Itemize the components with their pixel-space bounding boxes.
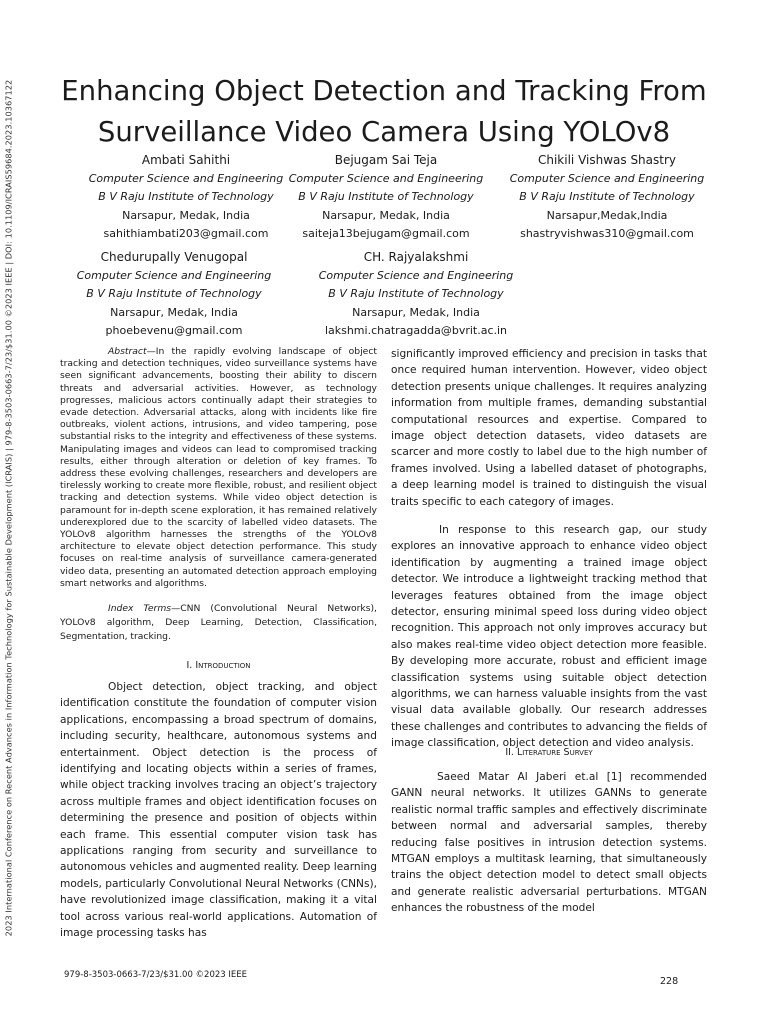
paper-title-line-1: Enhancing Object Detection and Tracking From (61, 75, 707, 107)
author-email: sahithiambati203@gmail.com (103, 227, 269, 240)
author-department: Computer Science and Engineering (318, 268, 514, 282)
author-institution: B V Raju Institute of Technology (328, 287, 504, 300)
section-heading-literature-survey: II. Literature Survey (505, 747, 593, 758)
author-department: Computer Science and Engineering (288, 171, 484, 185)
author-email: lakshmi.chatragadda@bvrit.ac.in (324, 324, 508, 337)
author-email: saiteja13bejugam@gmail.com (302, 227, 470, 240)
abstract (60, 346, 377, 590)
abstract-label: Abstract (108, 346, 147, 357)
author-email: phoebevenu@gmail.com (105, 324, 243, 337)
author-location: Narsapur, Medak, India (352, 305, 480, 319)
author-block-5 (318, 248, 514, 341)
author-department: Computer Science and Engineering (88, 171, 284, 185)
author-department: Computer Science and Engineering (509, 171, 705, 185)
right-column-paragraph-2: In response to this research gap, our study explores an innovative approach to enhance video object identification by augmenting a trained image object detector. We introduce a lightweight tracking method that leverages features obtained from the image object detector, ensuring minimal speed loss during video object recognition. This approach not only improves accuracy but also makes real-time video object detection more feasible. By developing more accurate, robust and efficient image classification systems using suitable object detection algorithms, we can harness valuable insights from the vast visual data available globally. Our research addresses these challenges and contributes to advancing the fields of image classification, object detection and video analysis. (391, 524, 707, 750)
introduction-text: Object detection, object tracking, and object identification constitute the foundation of computer vision applications, encompassing a broad spectrum of domains, including security, healthcare, autonomous systems and entertainment. Object detection is the process of identifying and locating objects within a series of frames, while object tracking involves tracing an object’s trajectory across multiple frames and object identification focuses on determining the presence and position of objects within each frame. This essential computer vision task has applications ranging from security and surveillance to autonomous vehicles and augmented reality. Deep learning models, particularly Convolutional Neural Networks (CNNs), have revolutionized image classification, making it a vital tool across various real-world applications. Automation of image processing tasks has (60, 681, 377, 940)
author-institution: B V Raju Institute of Technology (98, 190, 274, 203)
author-location: Narsapur, Medak, India (110, 305, 238, 319)
author-name: Chedurupally Venugopal (100, 250, 248, 264)
author-institution: B V Raju Institute of Technology (519, 190, 695, 203)
author-block-1 (74, 151, 298, 244)
author-name: Ambati Sahithi (141, 153, 231, 167)
page-number: 228 (660, 976, 679, 987)
author-block-2 (288, 151, 484, 244)
index-terms-label: Index Terms (108, 603, 172, 614)
author-name: CH. Rajyalakshmi (363, 250, 469, 264)
section-heading-introduction: I. Introduction (186, 660, 251, 671)
author-block-3 (509, 151, 705, 244)
abstract-text: —In the rapidly evolving landscape of object tracking and detection techniques, video surveillance systems have seen significant advancements, boosting their ability to discern threats and adversarial activities. However, as technology progresses, malicious actors continually adapt their strategies to evade detection. Adversarial attacks, along with incidents like fire outbreaks, violent actions, intrusions, and video tampering, pose substantial risks to the integrity and effectiveness of these systems. Manipulating images and videos can lead to compromised tracking results, either through alteration or deletion of key frames. To address these evolving challenges, researchers and developers are tirelessly working to create more flexible, robust, and resilient object tracking and detection systems. While video object detection is paramount for in-depth scene exploration, it has remained relatively underexplored due to the scarcity of labelled video datasets. The YOLOv8 algorithm harnesses the strengths of the YOLOv8 architecture to elevate object detection performance. This study focuses on real-time analysis of surveillance camera-generated video data, presenting an automated detection approach employing smart networks and algorithms. (60, 346, 377, 589)
author-department: Computer Science and Engineering (76, 268, 272, 282)
literature-survey-text: Saeed Matar Al Jaberi et.al [1] recommended GANN neural networks. It utilizes GANNs to generate realistic normal traffic samples and effectively discriminate between normal and adversarial samples, thereby reducing false positives in intrusion detection systems. MTGAN employs a multitask learning, that simultaneously trains the object detection model to detect small objects and generate realistic adversarial perturbations. MTGAN enhances the robustness of the model (391, 771, 707, 915)
index-terms (60, 602, 377, 644)
author-name: Chikili Vishwas Shastry (537, 153, 677, 167)
author-location: Narsapur,Medak,India (546, 208, 668, 222)
author-block-4 (76, 248, 272, 341)
author-institution: B V Raju Institute of Technology (86, 287, 262, 300)
copyright-footer: 979-8-3503-0663-7/23/$31.00 ©2023 IEEE (64, 970, 248, 980)
ieee-sidebar-citation: 2023 International Conference on Recent Advances in Information Technology for Sustainable Development (ICRAIS) | 979-8-3503-0663-7/23/$31.00 ©2023 IEEE | DOI: 10.1109/ICRAIS59684.2023.10367122 (3, 79, 14, 937)
author-institution: B V Raju Institute of Technology (298, 190, 474, 203)
index-terms-text: —CNN (Convolutional Neural Networks), YOLOv8 algorithm, Deep Learning, Detection, Classification, Segmentation, tracking. (60, 603, 377, 642)
author-name: Bejugam Sai Teja (334, 153, 438, 167)
right-column-paragraph-1: significantly improved efficiency and precision in tasks that once required human intervention. However, video object detection presents unique challenges. It requires analyzing information from multiple frames, demanding substantial computational resources and expertise. Compared to image object detection datasets, video datasets are scarcer and more costly to label due to the high number of frames involved. Using a labelled dataset of photographs, a deep learning model is trained to distinguish the visual traits specific to each category of images. (391, 348, 707, 508)
author-location: Narsapur, Medak, India (122, 208, 250, 222)
author-location: Narsapur, Medak, India (322, 208, 450, 222)
paper-title-line-2: Surveillance Video Camera Using YOLOv8 (97, 116, 671, 148)
author-email: shastryvishwas310@gmail.com (520, 227, 694, 240)
